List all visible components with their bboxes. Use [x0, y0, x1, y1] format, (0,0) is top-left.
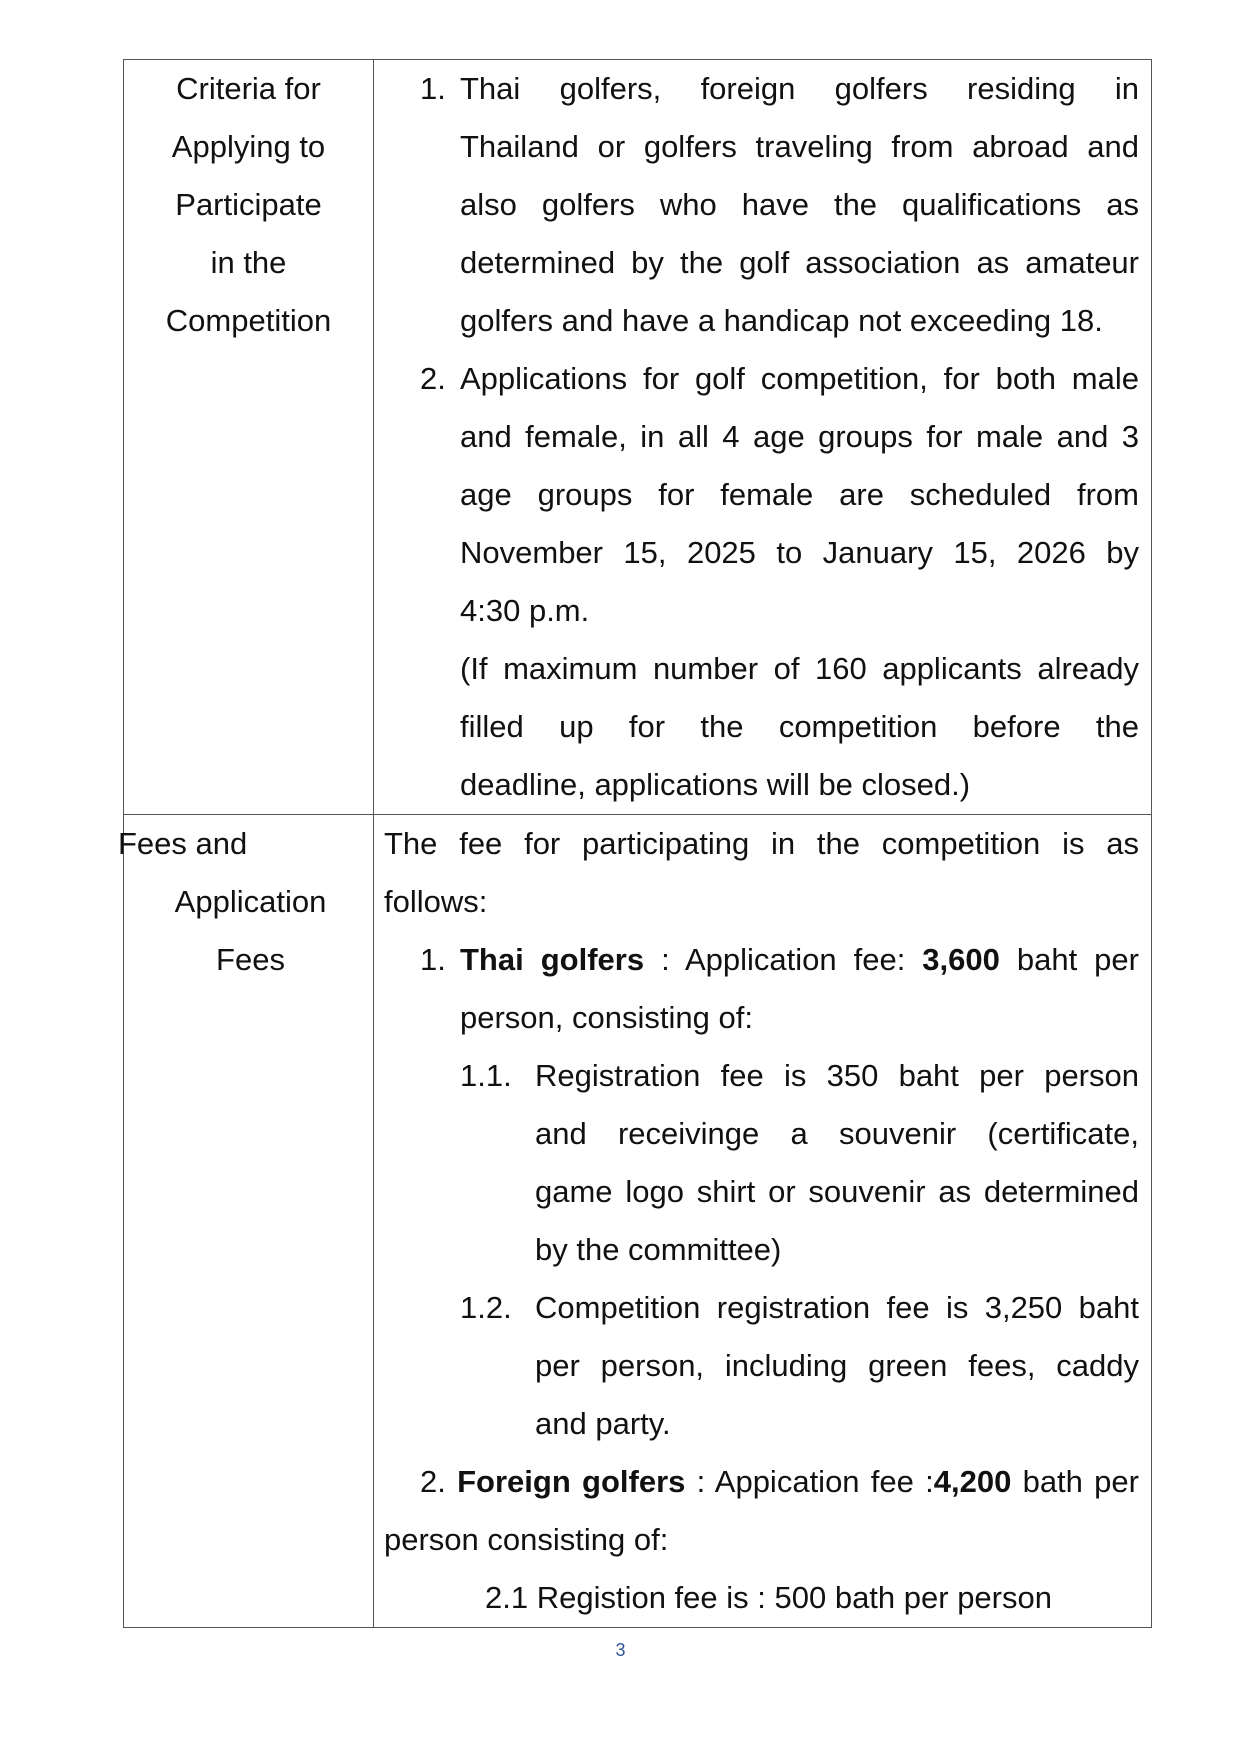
- rules-table: [118, 59, 1152, 1628]
- text-line: [420, 1453, 1139, 1511]
- thai-golfers-heading: Thai golfers: [460, 942, 645, 977]
- table-row-fees: [124, 815, 1152, 1628]
- text-line: (If maximum number of 160 applicants already: [460, 651, 1139, 686]
- label-line: Fees: [216, 942, 285, 977]
- table-row-criteria: [124, 60, 1152, 815]
- text-line: person consisting of:: [384, 1522, 669, 1557]
- fee-text: baht per: [999, 942, 1139, 977]
- page-number: 3: [615, 1640, 626, 1660]
- fee-sub-item-1-2: [374, 1279, 1151, 1453]
- text-line: game logo shirt or souvenir as determined: [535, 1174, 1139, 1209]
- text-line: Thailand or golfers traveling from abroad and: [460, 129, 1139, 164]
- fees-intro: [374, 815, 1151, 931]
- label-line: Applying to: [171, 129, 326, 164]
- item-marker: 1.: [420, 942, 446, 977]
- text-line: filled up for the competition before the: [460, 709, 1139, 744]
- foreign-sub-item-2-1: [374, 1569, 1151, 1627]
- foreign-golfers-fee: [374, 1453, 1151, 1511]
- fees-label-cell: [118, 815, 374, 1628]
- foreign-golfers-heading: Foreign golfers: [457, 1464, 686, 1499]
- item-marker: 2.: [420, 1464, 446, 1499]
- text-line: and female, in all 4 age groups for male and 3: [460, 419, 1139, 454]
- text-line: Competition registration fee is 3,250 baht: [535, 1290, 1139, 1325]
- text-line: golfers and have a handicap not exceeding 18.: [460, 303, 1103, 338]
- foreign-consisting: [374, 1511, 1151, 1569]
- text-line: age groups for female are scheduled from: [460, 477, 1139, 512]
- text-line: and receivinge a souvenir (certificate,: [535, 1116, 1139, 1151]
- foreign-fee-amount: 4,200: [933, 1464, 1012, 1499]
- fees-content-cell: [374, 815, 1152, 1628]
- criteria-content-cell: [374, 60, 1152, 815]
- text-line: 4:30 p.m.: [460, 593, 590, 628]
- item-marker: 1.: [420, 71, 446, 106]
- item-marker: 1.2.: [460, 1290, 512, 1325]
- thai-fee-amount: 3,600: [922, 942, 1000, 977]
- thai-golfers-fee: [374, 931, 1151, 1047]
- text-line: Thai golfers, foreign golfers residing in: [460, 71, 1139, 106]
- text-line: deadline, applications will be closed.): [460, 767, 971, 802]
- criteria-item-1: [374, 60, 1151, 350]
- text-line: also golfers who have the qualifications as: [460, 187, 1139, 222]
- text-line: [460, 931, 1139, 989]
- text-line: determined by the golf association as amateur: [460, 245, 1139, 280]
- criteria-label-cell: [124, 60, 374, 815]
- criteria-item-2: [374, 350, 1151, 640]
- text-line: by the committee): [535, 1232, 782, 1267]
- label-line: Application: [174, 884, 327, 919]
- fee-sub-item-1-1: [374, 1047, 1151, 1279]
- text-line: and party.: [535, 1406, 671, 1441]
- text-line: 2.1 Registion fee is : 500 bath per person: [485, 1580, 1052, 1615]
- text-line: The fee for participating in the competition is as: [384, 826, 1139, 861]
- label-line: Fees and: [118, 826, 248, 861]
- label-line: Participate: [175, 187, 322, 222]
- text-line: Registration fee is 350 baht per person: [535, 1058, 1139, 1093]
- item-marker: 1.1.: [460, 1058, 512, 1093]
- fee-text: : Application fee:: [644, 942, 923, 977]
- text-line: Applications for golf competition, for both male: [460, 361, 1139, 396]
- text-line: person, consisting of:: [460, 1000, 753, 1035]
- label-line: Criteria for: [176, 71, 321, 106]
- text-line: follows:: [384, 884, 488, 919]
- closing-note: [374, 640, 1151, 814]
- text-line: per person, including green fees, caddy: [535, 1348, 1139, 1383]
- item-marker: 2.: [420, 361, 446, 396]
- label-line: in the: [210, 245, 287, 280]
- fee-text: bath per: [1011, 1464, 1139, 1499]
- fee-text: : Appication fee :: [685, 1464, 934, 1499]
- label-line: Competition: [165, 303, 332, 338]
- text-line: November 15, 2025 to January 15, 2026 by: [460, 535, 1139, 570]
